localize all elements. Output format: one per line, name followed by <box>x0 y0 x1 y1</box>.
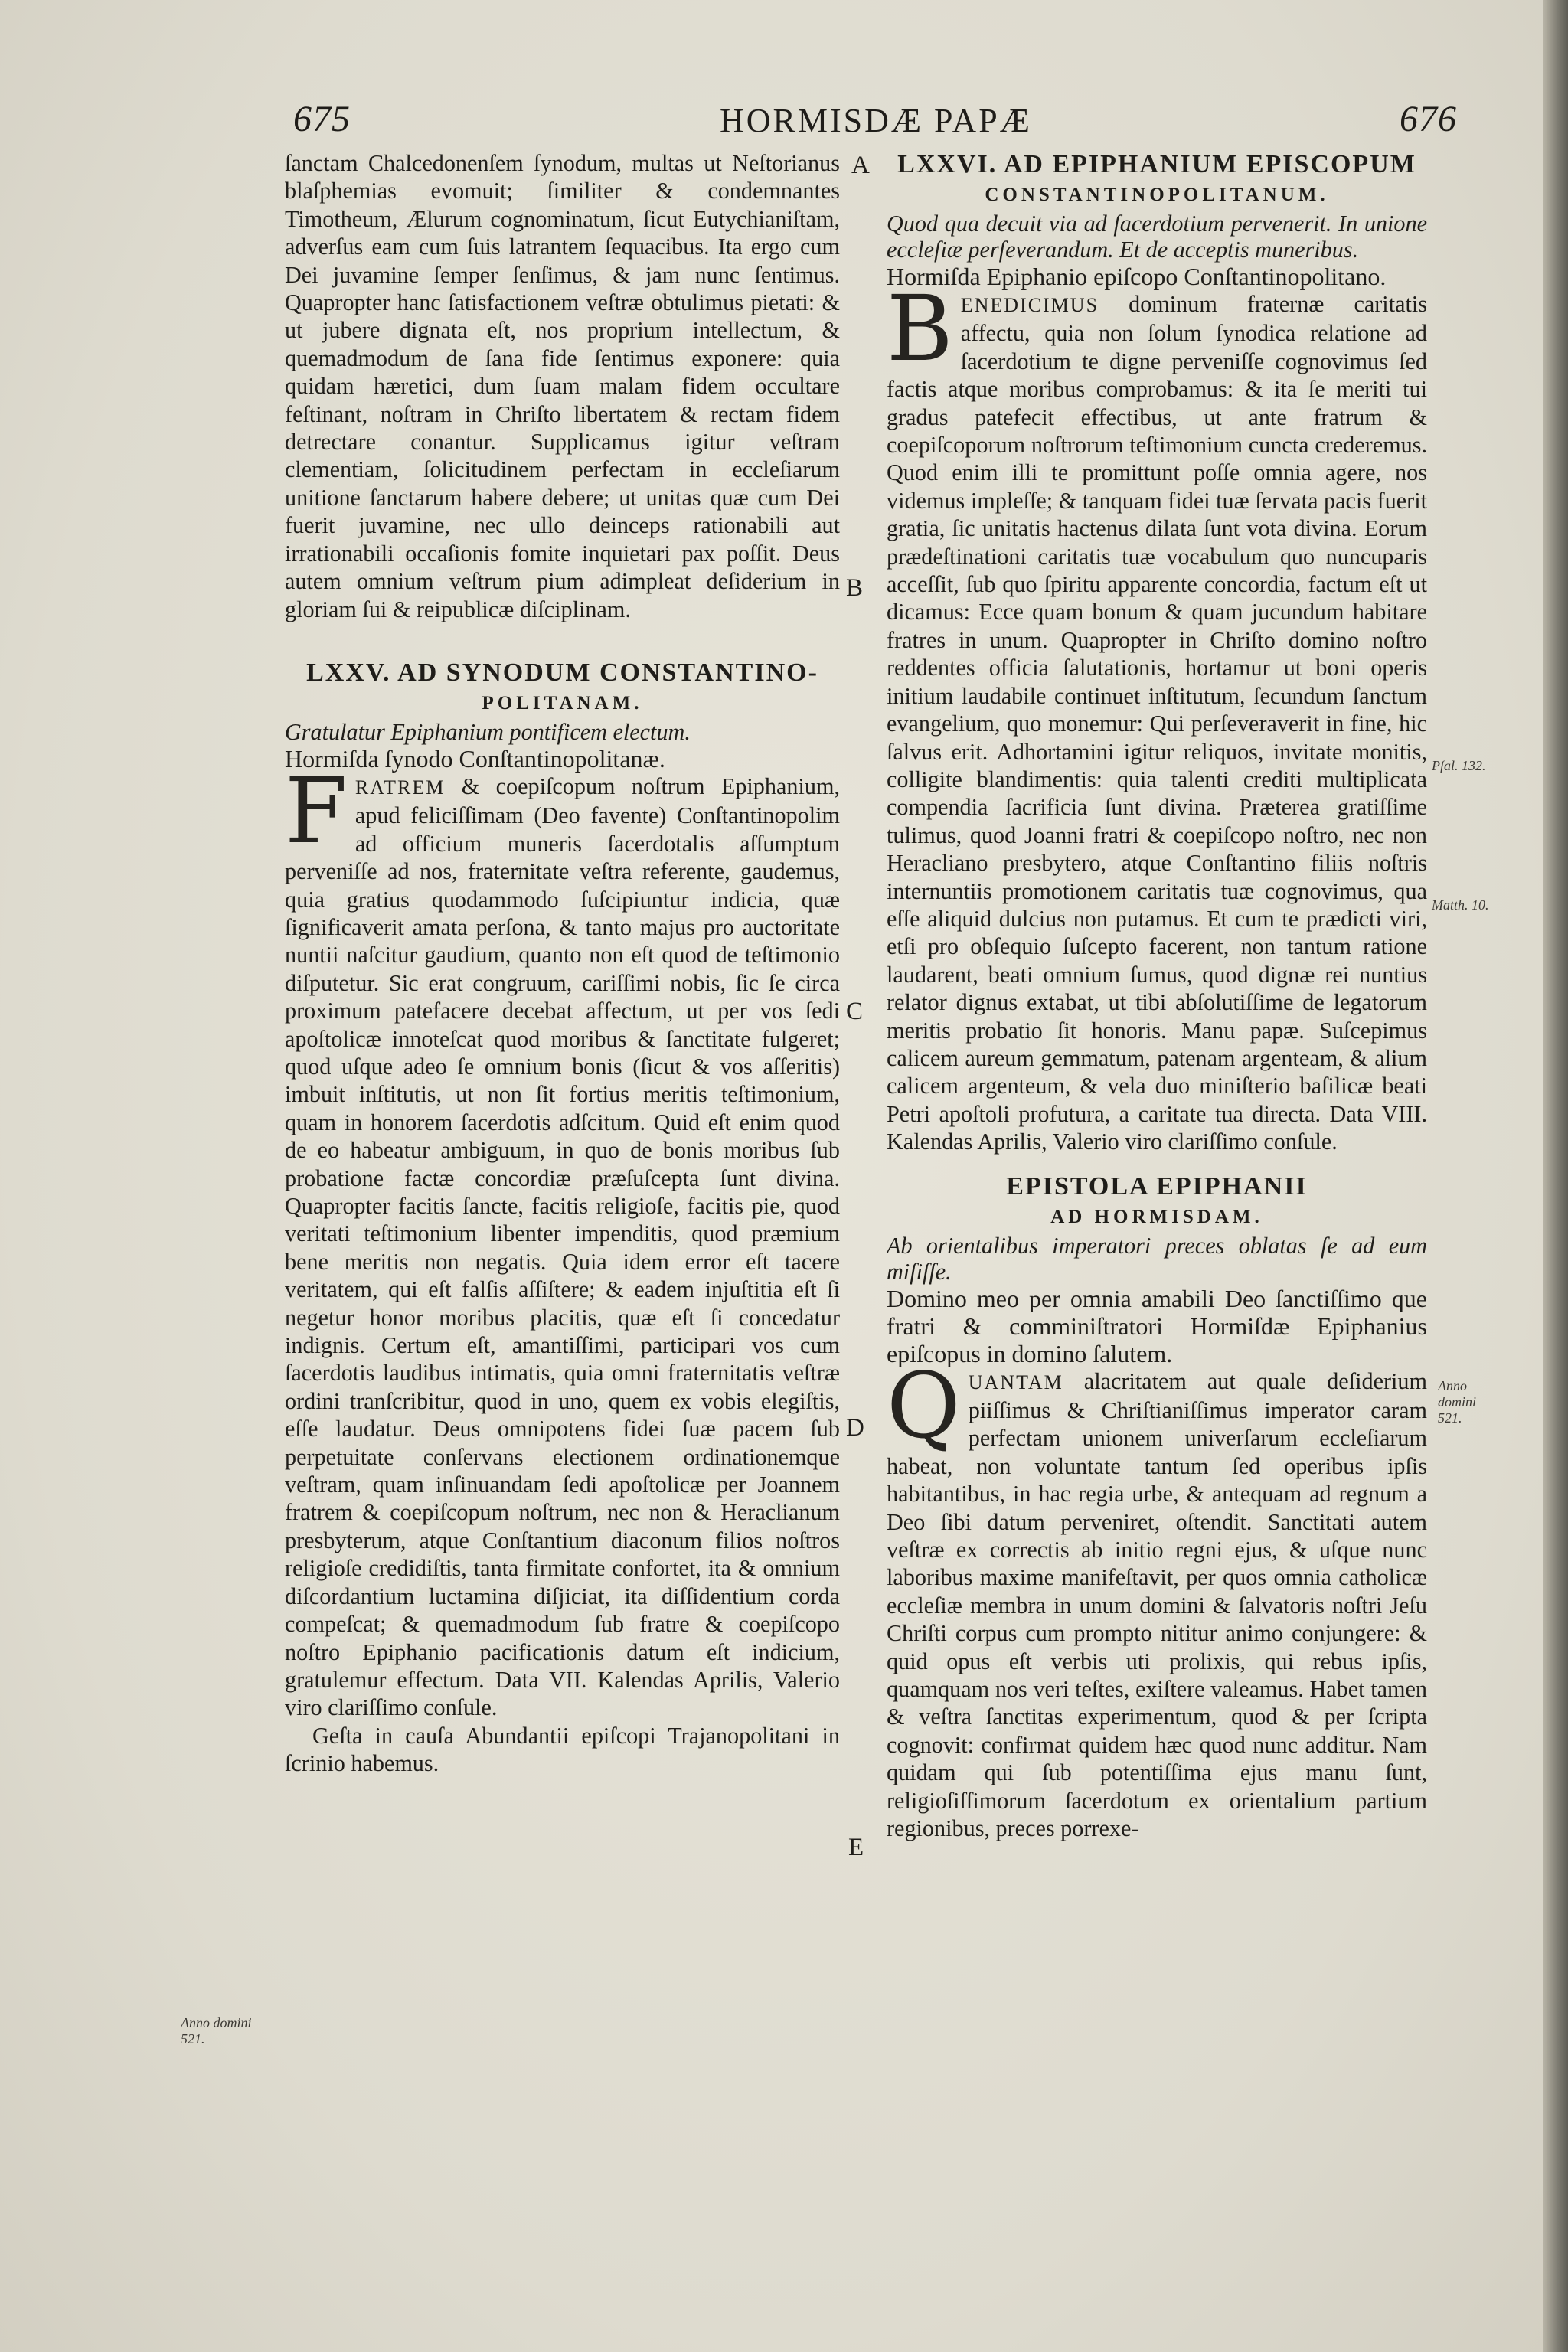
book-fore-edge <box>1544 0 1568 2352</box>
letter-heading-title: LXXV. AD SYNODUM CONSTANTINO- <box>306 658 818 687</box>
letter2-body <box>887 1352 1427 1843</box>
letter2-text: alacritatem aut quale deſiderium piiſſimus & Chriſtianiſſimus imperator caram perfectam unionem univerſarum eccleſiarum habeat, non voluntate tantum ſed operibus ipſis habitantibus, in hac regia urbe, & antequam ad regnum a Deo ſibi datum perveniret, oſtendit. Sanctitati autem veſtræ ex correctis ab initio regni ejus, & uſque nunc laboribus maxime manifeſtavit, per quos omnia catholicæ eccleſiæ membra in unum domini & ſalvatoris noſtri Jeſu Chriſti corpus cum prompto nititur animo conjungere: & quid opus eſt verbis uti prolixis, qui rebus ipſis, quamquam nos veri teſtes, exiſtere valeamus. Habet tamen & veſtra ſanctitas experimentum, quod & per ſcripta cognovit: confirmat quidem hæc quod nunc additur. Nam quidam qui ſub potentiſſima ejus manu ſunt, religioſiſſimorum ſacerdotum ex orientalium partium regionibus, preces porrexe- <box>887 1367 1427 1842</box>
section-marker-b: B <box>846 574 864 602</box>
drop-cap: Q <box>887 1352 961 1459</box>
right-column <box>887 149 1427 1843</box>
drop-cap: F <box>285 757 348 864</box>
letter2-heading <box>887 1171 1427 1233</box>
letter1-heading-title: LXXVI. AD EPIPHANIUM EPISCOPUM <box>897 150 1416 178</box>
letter2-heading-subtitle: AD HORMISDAM. <box>1050 1206 1263 1227</box>
letter-heading-subtitle: POLITANAM. <box>482 692 643 714</box>
margin-note-date-right: Anno domini 521. <box>1438 1378 1477 1426</box>
letter-summary: Gratulatur Epiphanium pontificem electum. <box>285 718 691 745</box>
section-marker-e: E <box>848 1834 864 1861</box>
letter1-heading-subtitle: CONSTANTINOPOLITANUM. <box>985 185 1329 205</box>
letter2-heading-title: EPISTOLA EPIPHANII <box>1006 1171 1308 1200</box>
right-page-number: 676 <box>1400 99 1457 139</box>
drop-cap-rest: ENEDICIMUS <box>960 294 1099 316</box>
section-marker-c: C <box>846 998 864 1025</box>
letter1-summary: Quod qua decuit via ad ſacerdotium pervenerit. In unione eccleſiæ perſeverandum. Et de acceptis muneribus. <box>887 211 1427 263</box>
letter-heading <box>285 658 840 719</box>
closing-note: Geſta in cauſa Abundantii epiſcopi Trajanopolitani in ſcrinio habemus. <box>285 1722 840 1777</box>
margin-note-matthew: Matth. 10. <box>1432 897 1489 913</box>
drop-cap-rest: RATREM <box>354 776 446 799</box>
page-header <box>0 98 1544 144</box>
running-title: HORMISDÆ PAPÆ <box>720 102 1032 139</box>
letter2-salutation: Domino meo per omnia amabili Deo ſanctiſſimo que fratri & comminiſtratori Hormiſdæ Epiphanius epiſcopus in domino ſalutem. <box>887 1284 1427 1367</box>
intro-paragraph: ſanctam Chalcedonenſem ſynodum, multas ut Neſtorianus blaſphemias evomuit; ſimiliter & condemnantes Timotheum, Ælurum cognominatum, ſicut Eutychianiſtam, adverſus eam cum ſuis latrantem ſequacibus. Ita ergo cum Dei juvamine ſemper ſenſimus, & jam nunc ſentimus. Quapropter hanc ſatisfactionem veſtræ obtulimus pietati: & ut jubere dignata eſt, nos proprium intellectum, & quemadmodum de ſana fide ſentimus exponere: quia quidam hæretici, dum ſuam malam fidem occultare feſtinant, noſtram in Chriſto libertatem & rectam fidem detrectare conantur. Supplicamus igitur veſtram clementiam, ſolicitudinem perfectam in eccleſiarum unitione ſanctarum habere debere; ut unitas quæ cum Dei fuerit juvamine, nec ullo deinceps rationabili aut irrationabili occaſionis fomite inquietari pax poſſit. Deus autem omnium veſtrum pium adimpleat deſiderium in gloriam ſui & reipublicæ diſciplinam. <box>285 150 840 622</box>
letter-text: & coepiſcopum noſtrum Epiphanium, apud feliciſſimam (Deo favente) Conſtantinopolim ad officium muneris ſacerdotalis aſſumptum perveniſſe ad nos, fraternitate veſtra referente, gaudemus, quia gratius quodammodo ſuſcipiuntur indicia, quæ ſignificaverit amata perſona, & tanto majus pro auctoritate nuntii naſcitur gaudium, quanto non eſt quod de teſtimonio diſputetur. Sic erat congruum, cariſſimi nobis, ſic ſe circa proximum patefacere decebat affectum, ut per vos ſedi apoſtolicæ innoteſcat quod moribus & ſanctitate fulgeret; quod uſque adeo ſe omnium bonis (ſicut & vos aſſeritis) imbuit inſtitutis, ut non ſit fortius meritis teſtimonium, quam in honorem ſacerdotis adſcitum. Quid eſt enim quod de eo habeatur ambiguum, in quo de bonis moribus ſub probatione factæ concordiæ præſuſcepta ſunt divina. Quapropter facitis ſancte, facitis religioſe, facitis pie, quod veritati teſtimonium libenter impenditis, quod præmium bene meritis non negatis. Quia idem error eſt tacere veritatem, qui eſt falſis aſſiſtere; & eadem injuſtitia eſt ſi negetur honor moribus placitis, quæ eſt ſi concedatur indignis. Certum eſt, amantiſſimi, participari vos cum ſacerdotis laudibus intimatis, quia omni fraternitatis veſtræ ordini tranſcribitur, quod in uno, quem ex vobis elegiſtis, eſſe laudatur. Deus omnipotens fidei ſuæ pacem ſub perpetuitate conſervans electionem ordinationemque veſtram, quam inſinuandam ſedi apoſtolicæ per Joannem fratrem & coepiſcopum noſtrum, nec non & Heraclianum presbyterum, atque Conſtantium diaconum filios noſtros religioſe credidiſtis, tanta firmitate confortet, ita & omnium diſcordantium luctamina diſjiciat, ita diſſidentium corda compeſcat; & quemadmodum ſub fratre & coepiſcopo noſtro Epiphanio pacificationis datum eſt indicium, gratulemur effectum. Data VII. Kalendas Aprilis, Valerio viro clariſſimo conſule. <box>285 773 840 1721</box>
drop-cap: B <box>887 276 953 381</box>
margin-note-psalm: Pſal. 132. <box>1432 758 1486 773</box>
letter1-heading <box>887 149 1427 211</box>
letter-salutation: Hormiſda ſynodo Conſtantinopolitanæ. <box>285 744 665 773</box>
letter2-summary: Ab orientalibus imperatori preces oblatas ſe ad eum miſiſſe. <box>887 1232 1427 1285</box>
section-marker-d: D <box>846 1414 864 1442</box>
section-marker-a: A <box>851 152 870 179</box>
left-column <box>285 149 840 1778</box>
letter1-salutation: Hormiſda Epiphanio epiſcopo Conſtantinopolitano. <box>887 263 1387 290</box>
left-page-number: 675 <box>293 99 351 139</box>
letter1-text: dominum fraternæ caritatis affectu, quia non ſolum ſynodica relatione ad ſacerdotium te digne perveniſſe cognovimus ſed factis atque moribus comprobamus: & ita ſe meriti tui gradus patefecit effectibus, ut ante fratrum & coepiſcoporum noſtrorum teſtimonium cuncta crederemus. Quod enim illi te promittunt poſſe omnia agere, nos videmus impleſſe; & tanquam fidei tuæ ſervata pacis fuerit gratia, ſic unitatis hactenus dilata ſunt vota divina. Eorum prædeſtinationi caritatis tuæ vocabulum quo nuncuparis acceſſit, ſub quo ſpiritu apparente concordia, factum eſt ut dicamus: Ecce quam bonum & quam jucundum habitare fratres in unum. Quapropter in Chriſto domino noſtro reddentes officia ſalutationis, hortamur ut boni operis initium laudabile continuet inſtitutum, ſecundum ſanctum evangelium, quo monemur: Qui perſeveraverit in fine, hic ſalvus erit. Adhortamini igitur reliquos, invitate monitis, colligite blandimentis: quia talenti crediti multiplicata compendia ſacrificia ſunt divina. Præterea gratiſſime tulimus, quod Joanni fratri & coepiſcopo noſtro, nec non Heracliano presbytero, atque Conſtantino filiis noſtris internuntiis promotionem caritatis tuæ cognovimus, qua eſſe aliquid dulcius non putamus. Et cum te prædicti viri, etſi pro obſequio ſuſcepto facerent, non tantum ratione laudarent, beati omnium ſumus, quod dignæ rei nuntius relator dignus extabat, ut tibi abſolutiſſime de legatorum meritis probatio ſit honoris. Manu papæ. Suſcepimus calicem aureum gemmatum, patenam argenteam, & alium calicem argenteum, & vela duo miniſterio baſilicæ beati Petri apoſtoli profutura, a caritate tua directa. Data VIII. Kalendas Aprilis, Valerio viro clariſſimo conſule. <box>887 291 1427 1155</box>
margin-note-date-left: Anno domini 521. <box>181 2015 252 2047</box>
drop-cap-rest: UANTAM <box>968 1370 1063 1393</box>
